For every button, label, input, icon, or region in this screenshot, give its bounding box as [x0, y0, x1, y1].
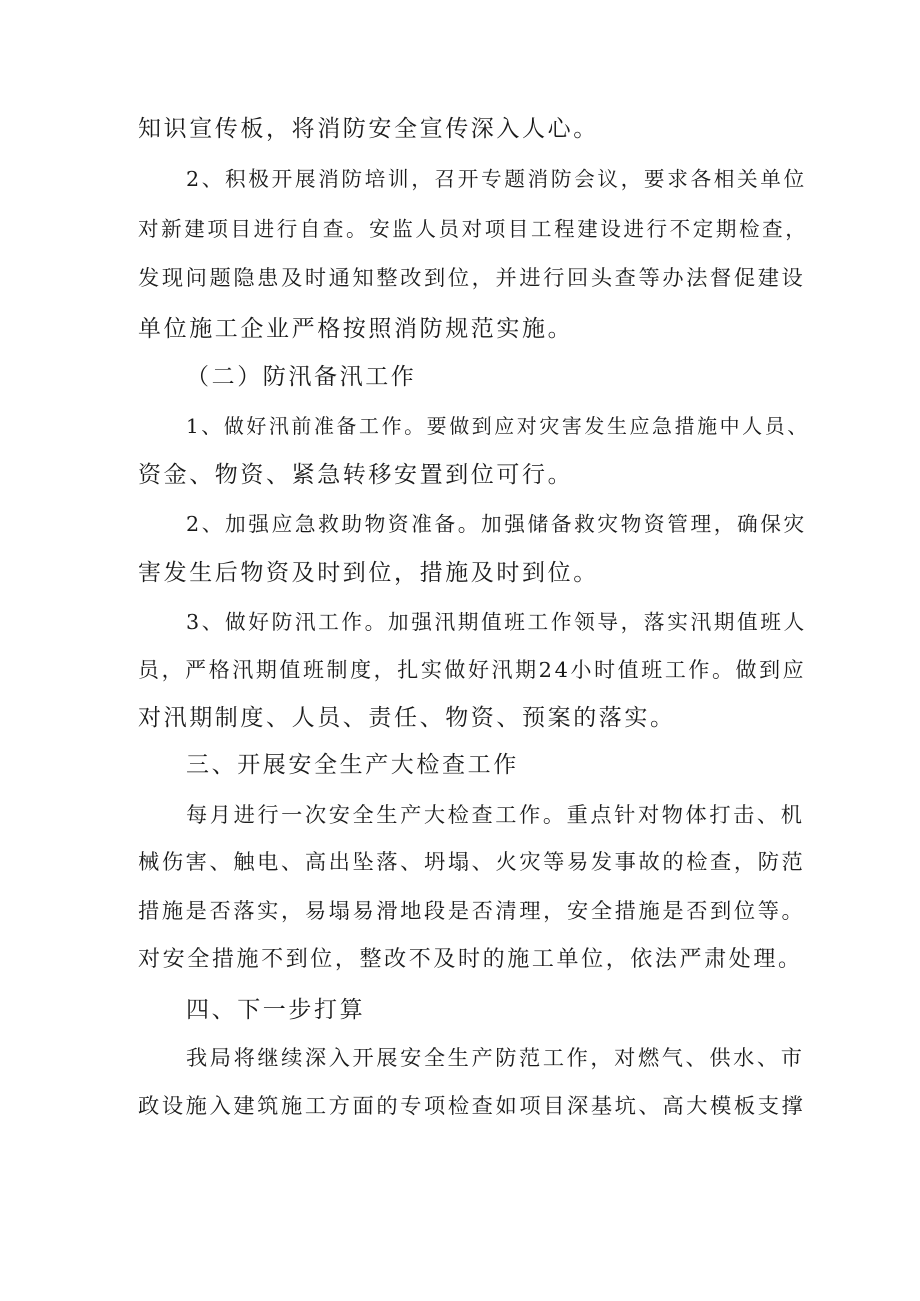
text-line: 措施是否落实，易塌易滑地段是否清理，安全措施是否到位等。 — [138, 899, 806, 924]
text-line: 政设施入建筑施工方面的专项检查如项目深基坑、高大模板支撑 — [138, 1094, 806, 1119]
text-line: 害发生后物资及时到位，措施及时到位。 — [138, 560, 599, 586]
text-line: 对安全措施不到位，整改不及时的施工单位，依法严肃处理。 — [138, 947, 803, 972]
text-line: 资金、物资、紧急转移安置到位可行。 — [138, 462, 574, 488]
text-line: 发现问题隐患及时通知整改到位，并进行回头查等办法督促建设 — [138, 266, 806, 291]
text-line: 2、积极开展消防培训，召开专题消防会议，要求各相关单位 — [186, 167, 807, 191]
text-line: 对汛期制度、人员、责任、物资、预案的落实。 — [138, 705, 676, 731]
text-line: 2、加强应急救助物资准备。加强储备救灾物资管理，确保灾 — [186, 512, 807, 536]
text-line: 1、做好汛前准备工作。要做到应对灾害发生应急措施中人员、 — [186, 414, 810, 438]
text-line: 每月进行一次安全生产大检查工作。重点针对物体打击、机 — [186, 802, 805, 827]
section-heading: 三、开展安全生产大检查工作 — [186, 752, 519, 778]
text-line: 我局将继续深入开展安全生产防范工作，对燃气、供水、市 — [186, 1045, 805, 1070]
section-heading: （二）防汛备汛工作 — [186, 364, 417, 390]
text-line: 3、做好防汛工作。加强汛期值班工作领导，落实汛期值班人 — [186, 610, 807, 634]
section-heading: 四、下一步打算 — [186, 997, 366, 1023]
text-line: 员，严格汛期值班制度，扎实做好汛期24小时值班工作。做到应 — [138, 658, 807, 682]
text-line: 对新建项目进行自查。安监人员对项目工程建设进行不定期检查， — [138, 217, 809, 241]
text-line: 械伤害、触电、高出坠落、坍塌、火灾等易发事故的检查，防范 — [138, 850, 806, 875]
text-line: 知识宣传板，将消防安全宣传深入人心。 — [138, 116, 599, 142]
text-line: 单位施工企业严格按照消防规范实施。 — [138, 316, 574, 342]
